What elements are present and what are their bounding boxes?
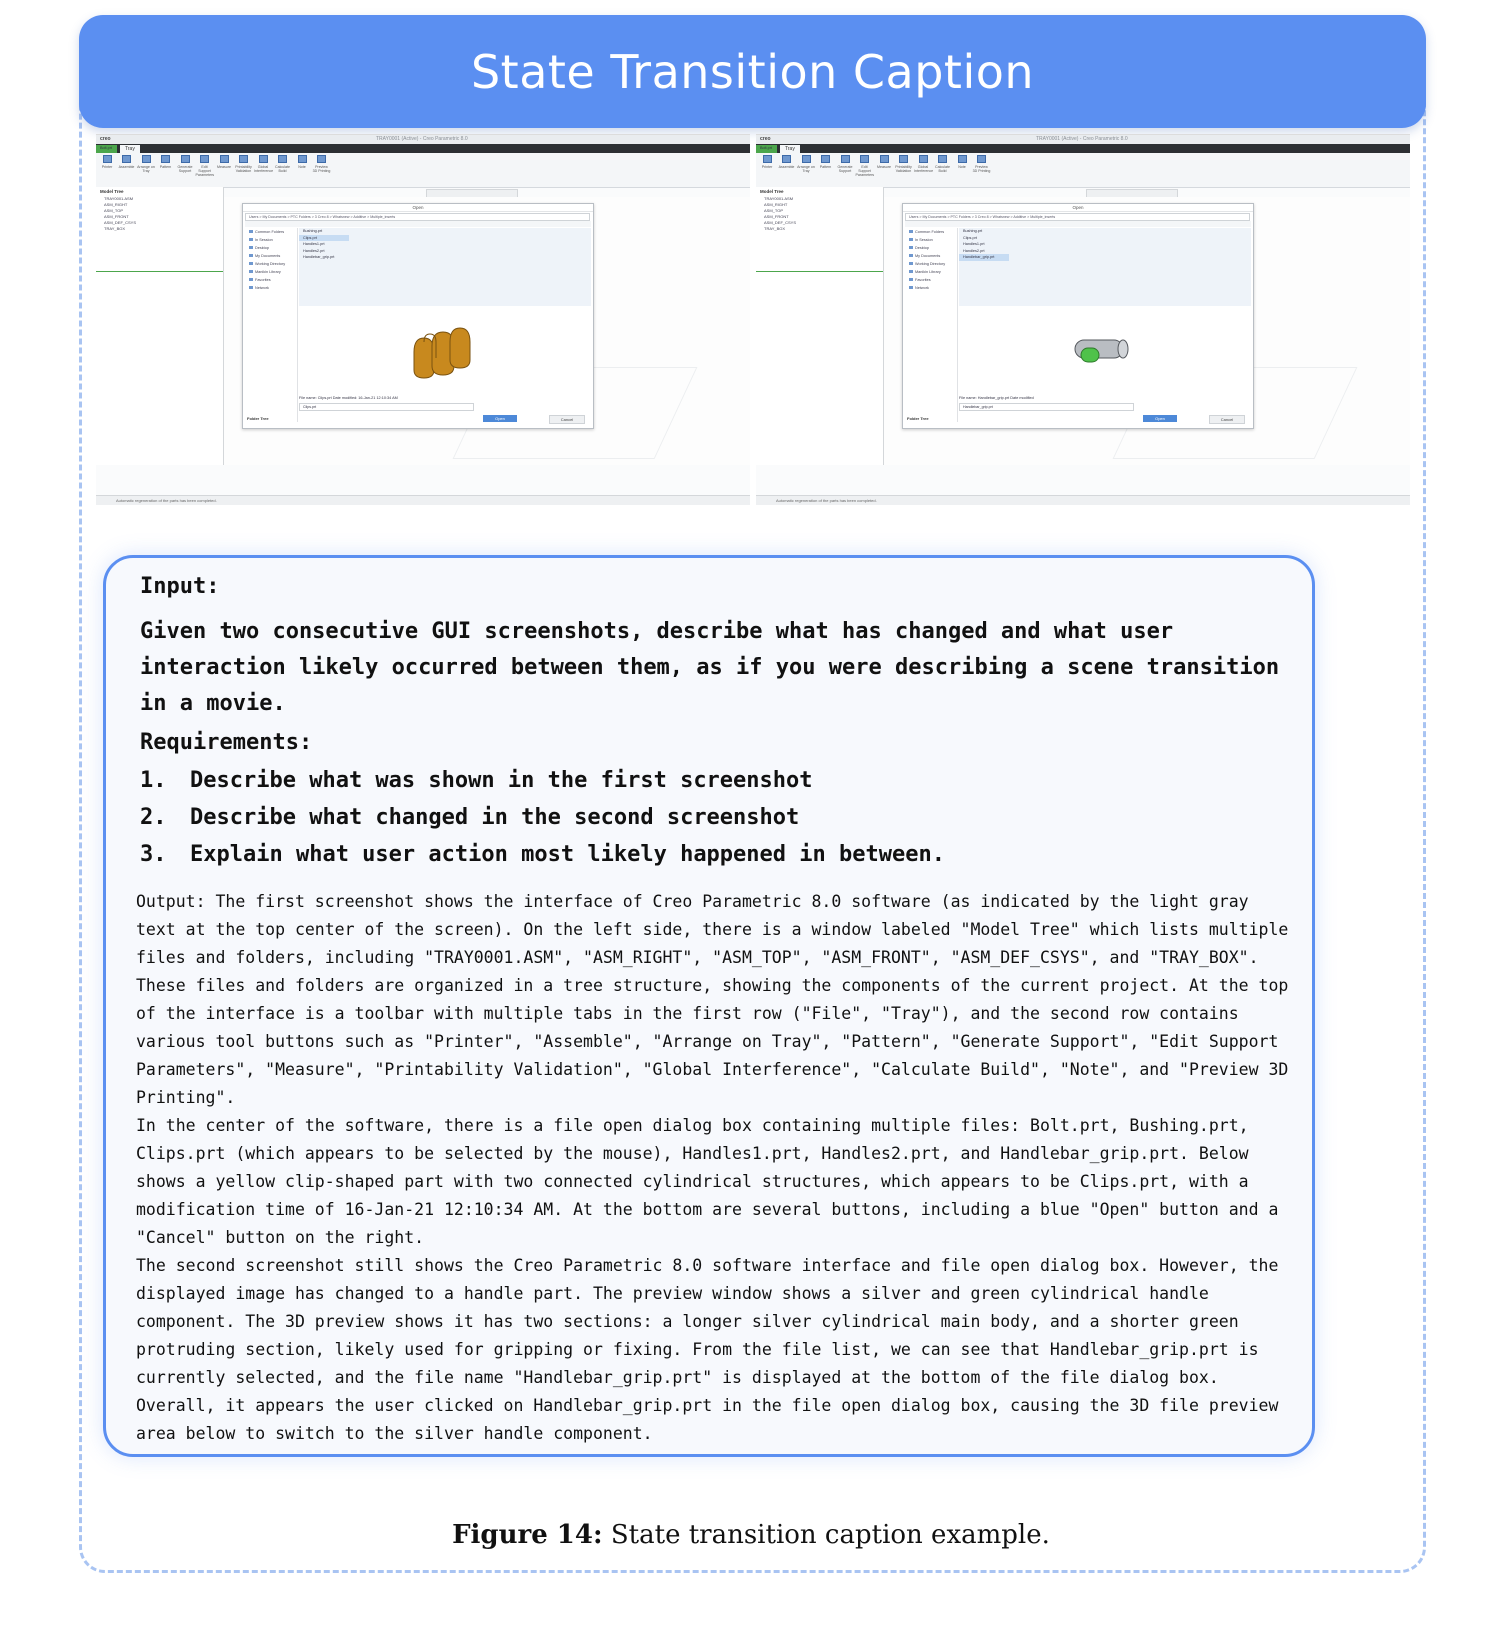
open-button[interactable]: Open: [483, 415, 517, 422]
folder-icon: [909, 262, 913, 265]
clip-part-body-1: [414, 338, 434, 378]
tool-icon: [259, 155, 268, 163]
folder-label: Manikin Library: [915, 270, 941, 274]
dialog-path[interactable]: Users > My Documents > PTC Folders > 3 Creo 8 > Whatsnew > Additive > Multiple_inserts: [905, 213, 1250, 221]
model-tree-item[interactable]: ASM_RIGHT: [104, 202, 128, 207]
status-bar: Automatic regeneration of the parts has been completed.: [96, 495, 750, 505]
ribbon-button-label: Printer: [101, 165, 113, 169]
tool-icon: [938, 155, 947, 163]
ribbon-button-label: Global Interference: [914, 165, 934, 173]
banner-title: State Transition Caption: [470, 44, 1035, 99]
tree-divider: [756, 271, 883, 272]
ribbon-button[interactable]: [313, 155, 331, 173]
dialog-toolbar: [245, 221, 591, 227]
file-preview: [959, 308, 1251, 394]
requirement-item: 1. Describe what was shown in the first screenshot: [140, 768, 813, 793]
output-paragraph: The second screenshot still shows the Creo Parametric 8.0 software interface and file open dialog box. However, the displayed image has changed to a handle part. The preview window shows a silver and green cylindrical handle component. The 3D preview shows it has two sections: a longer silver cylindrical main body, and a shorter green protruding section, likely used for gripping or fixing. From the file list, we can see that Handlebar_grip.prt is currently selected, and the file name "Handlebar_grip.prt" is displayed at the bottom of the file dialog box. Overall, it appears the user clicked on Handlebar_grip.prt in the file open dialog box, causing the 3D file preview area below to switch to the silver handle component.: [136, 1256, 1279, 1443]
folder-icon: [909, 230, 913, 233]
requirements-list: [140, 762, 1290, 873]
tool-icon: [239, 155, 248, 163]
ribbon-toolbar: [756, 153, 1410, 188]
tool-icon: [103, 155, 112, 163]
caption-panel: [103, 555, 1315, 1457]
tool-icon: [161, 155, 170, 163]
creo-screenshot-left: [96, 134, 750, 505]
cancel-button[interactable]: Cancel: [549, 415, 585, 424]
ribbon-button-label: Note: [958, 165, 966, 169]
model-tree-title: Model Tree: [100, 189, 124, 194]
file-item[interactable]: Handlebar_grip.prt: [959, 254, 1009, 261]
ribbon-button-label: Pattern: [819, 165, 832, 169]
folder-label: In Session: [255, 238, 273, 242]
file-item[interactable]: Handles2.prt: [303, 248, 325, 253]
clip-part: [414, 328, 470, 378]
ribbon-button-label: Assemble: [778, 165, 795, 169]
folder-item[interactable]: [905, 260, 957, 268]
ribbon-button-label: Calculate Build: [935, 165, 950, 173]
requirement-item: 2. Describe what changed in the second screenshot: [140, 805, 800, 830]
ribbon-button[interactable]: [176, 155, 194, 173]
folder-icon: [249, 230, 253, 233]
file-item[interactable]: Handles1.prt: [303, 242, 325, 246]
open-button[interactable]: Open: [1143, 415, 1177, 422]
tab-file[interactable]: Bolt.prt: [96, 145, 117, 153]
clip-part-body-3: [450, 328, 470, 368]
app-titlebar: [756, 135, 1410, 144]
output-paragraph: In the center of the software, there is a file open dialog box containing multiple files: Bolt.prt, Bushing.prt, Clips.prt (which appears to be selected by the mouse), Handles1.prt, Handles2.prt, and Handlebar_grip.prt. Below shows a yellow clip-shaped part with two connected cylindrical structures, which appears to be Clips.prt, with a modification time of 16-Jan-21 12:10:34 AM. At the bottom are several buttons, including a blue "Open" button and a "Cancel" button on the right.: [136, 1116, 1279, 1247]
folder-icon: [909, 254, 913, 257]
file-item[interactable]: Clips.prt: [299, 235, 349, 242]
file-item[interactable]: Bushing.prt: [303, 229, 323, 233]
ribbon-button[interactable]: [235, 155, 253, 173]
folder-icon: [909, 286, 913, 289]
open-dialog: [902, 203, 1254, 429]
folder-item[interactable]: [245, 228, 297, 236]
model-tree-item[interactable]: ASM_TOP: [104, 208, 124, 213]
ribbon-button[interactable]: [778, 155, 796, 169]
folder-item[interactable]: [905, 252, 957, 260]
ribbon-button-label: Printer: [761, 165, 773, 169]
folder-label: Desktop: [915, 246, 929, 250]
ribbon-tabs: [756, 144, 1410, 153]
ribbon-button[interactable]: [758, 155, 776, 169]
folder-icon: [249, 238, 253, 241]
window-title: TRAY0001 (Active) - Creo Parametric 8.0: [376, 136, 468, 142]
ribbon-button[interactable]: [934, 155, 952, 173]
status-bar: Automatic regeneration of the parts has been completed.: [756, 495, 1410, 505]
file-name-input[interactable]: Handlebar_grip.prt: [959, 403, 1134, 411]
tool-icon: [958, 155, 967, 163]
ribbon-button-label: Arrange on Tray: [137, 165, 155, 173]
model-tree-item[interactable]: TRAY0001.ASM: [104, 196, 134, 201]
folder-icon: [909, 278, 913, 281]
ribbon-button-label: Measure: [217, 165, 231, 169]
requirement-item: 3. Explain what user action most likely happened in between.: [140, 842, 945, 867]
tab-tray[interactable]: Tray: [120, 145, 140, 153]
folder-item[interactable]: [245, 268, 297, 276]
folder-item[interactable]: [245, 236, 297, 244]
title-banner: [79, 15, 1426, 128]
folder-label: Network: [915, 286, 929, 290]
folder-label: In Session: [915, 238, 933, 242]
part-preview: [959, 308, 1251, 394]
ribbon-button-label: Generate Support: [837, 165, 853, 173]
tool-icon: [919, 155, 928, 163]
ribbon-button-label: Measure: [877, 165, 891, 169]
folder-item[interactable]: [905, 236, 957, 244]
folder-icon: [249, 262, 253, 265]
folder-label: Common Folders: [915, 230, 945, 234]
tool-icon: [782, 155, 791, 163]
tool-icon: [317, 155, 326, 163]
requirements-label: Requirements:: [140, 730, 313, 755]
folder-tree-toggle[interactable]: Folder Tree: [907, 416, 929, 421]
figure-label: Figure 14:: [452, 1520, 603, 1550]
creo-logo: creo: [100, 136, 111, 142]
model-tree-item[interactable]: TRAY_BOX: [104, 226, 126, 231]
ribbon-button[interactable]: [875, 155, 893, 169]
tool-icon: [200, 155, 209, 163]
open-dialog: [242, 203, 594, 429]
folder-label: Working Directory: [255, 262, 286, 266]
tool-icon: [899, 155, 908, 163]
folder-icon: [909, 246, 913, 249]
ribbon-button-label: Arrange on Tray: [797, 165, 815, 173]
folder-item[interactable]: [905, 284, 957, 292]
tool-icon: [142, 155, 151, 163]
dialog-path[interactable]: Users > My Documents > PTC Folders > 3 Creo 8 > Whatsnew > Additive > Multiple_inserts: [245, 213, 590, 221]
model-tree-item[interactable]: ASM_DEF_CSYS: [764, 220, 797, 225]
folder-label: Desktop: [255, 246, 269, 250]
folder-item[interactable]: [905, 244, 957, 252]
model-tree: [96, 187, 224, 465]
tool-icon: [298, 155, 307, 163]
file-info: File name: Clips.prt Date modified: 16-Jan-21 12:10:34 AM: [299, 396, 398, 400]
creo-screenshot-right: [756, 134, 1410, 505]
common-folders: [245, 228, 298, 422]
ribbon-button[interactable]: [895, 155, 913, 173]
tool-icon: [278, 155, 287, 163]
screenshot-pair: [96, 134, 1410, 504]
window-title: TRAY0001 (Active) - Creo Parametric 8.0: [1036, 136, 1128, 142]
model-tree-item[interactable]: ASM_RIGHT: [764, 202, 788, 207]
ribbon-button[interactable]: [797, 155, 815, 173]
tool-icon: [977, 155, 986, 163]
model-tree-item[interactable]: TRAY0001.ASM: [764, 196, 794, 201]
file-preview: [299, 308, 591, 394]
model-tree-item[interactable]: ASM_FRONT: [764, 214, 789, 219]
folder-label: Manikin Library: [255, 270, 281, 274]
prompt-block: [140, 576, 1290, 873]
handle-end-cap: [1118, 340, 1128, 358]
ribbon-button-label: Assemble: [118, 165, 135, 169]
folder-icon: [909, 238, 913, 241]
ribbon-button-label: Edit Support Parameters: [855, 165, 875, 177]
folder-icon: [249, 254, 253, 257]
creo-logo: creo: [760, 136, 771, 142]
dialog-title: Open: [903, 204, 1253, 212]
tree-divider: [96, 271, 223, 272]
folder-tree-toggle[interactable]: Folder Tree: [247, 416, 269, 421]
part-preview: [299, 308, 591, 394]
input-label: Input:: [140, 574, 220, 599]
file-list: [299, 228, 591, 306]
tool-icon: [821, 155, 830, 163]
model-tree-item[interactable]: ASM_FRONT: [104, 214, 129, 219]
file-item[interactable]: Clips.prt: [963, 235, 977, 240]
figure-caption: [0, 1520, 1502, 1550]
ribbon-button-label: Preview 3D Printing: [972, 165, 991, 173]
folder-icon: [249, 278, 253, 281]
file-list: [959, 228, 1251, 306]
folder-label: My Documents: [915, 254, 941, 258]
handle-part: [1075, 340, 1128, 362]
ribbon-button[interactable]: [254, 155, 272, 173]
file-name-input[interactable]: Clips.prt: [299, 403, 474, 411]
tool-icon: [181, 155, 190, 163]
ribbon-button[interactable]: [836, 155, 854, 173]
ribbon-button[interactable]: [196, 155, 214, 177]
tool-icon: [802, 155, 811, 163]
common-folders: [905, 228, 958, 422]
folder-icon: [909, 270, 913, 273]
ribbon-button[interactable]: [973, 155, 991, 173]
tool-icon: [860, 155, 869, 163]
folder-item[interactable]: [245, 260, 297, 268]
folder-label: Favorites: [255, 278, 271, 282]
folder-item[interactable]: [905, 268, 957, 276]
ribbon-button-label: Preview 3D Printing: [312, 165, 331, 173]
output-text: [136, 888, 1296, 1448]
tab-file[interactable]: Bolt.prt: [756, 145, 777, 153]
input-text: Given two consecutive GUI screenshots, describe what has changed and what user interaction likely occurred between them, as if you were describing a scene transition in a movie.: [140, 619, 1280, 716]
tab-tray[interactable]: Tray: [780, 145, 800, 153]
dialog-title: Open: [243, 204, 593, 212]
folder-label: My Documents: [255, 254, 281, 258]
ribbon-button[interactable]: [856, 155, 874, 177]
folder-item[interactable]: [245, 276, 297, 284]
folder-label: Working Directory: [915, 262, 946, 266]
folder-label: Common Folders: [255, 230, 285, 234]
tool-icon: [220, 155, 229, 163]
folder-item[interactable]: [245, 252, 297, 260]
ribbon-button[interactable]: [215, 155, 233, 169]
ribbon-button[interactable]: [118, 155, 136, 169]
ribbon-button[interactable]: [157, 155, 175, 169]
ribbon-tabs: [96, 144, 750, 153]
ribbon-button-label: Edit Support Parameters: [195, 165, 215, 177]
ribbon-button[interactable]: [953, 155, 971, 169]
ribbon-button-label: Pattern: [159, 165, 172, 169]
ribbon-button[interactable]: [914, 155, 932, 173]
tool-icon: [841, 155, 850, 163]
folder-item[interactable]: [245, 244, 297, 252]
ribbon-button[interactable]: [274, 155, 292, 173]
tool-icon: [122, 155, 131, 163]
folder-label: Network: [255, 286, 269, 290]
ribbon-button-label: Note: [298, 165, 306, 169]
model-tree: [756, 187, 884, 465]
folder-label: Favorites: [915, 278, 931, 282]
file-item[interactable]: Handles1.prt: [963, 242, 985, 246]
ribbon-button-label: Printability Validation: [895, 165, 912, 173]
dialog-toolbar: [905, 221, 1251, 227]
folder-item[interactable]: [245, 284, 297, 292]
ribbon-button[interactable]: [98, 155, 116, 169]
figure-caption-text: State transition caption example.: [610, 1520, 1050, 1550]
ribbon-button-label: Calculate Build: [275, 165, 290, 173]
ribbon-button[interactable]: [293, 155, 311, 169]
ribbon-button-label: Printability Validation: [235, 165, 252, 173]
ribbon-button[interactable]: [137, 155, 155, 173]
output-paragraph: Output: The first screenshot shows the interface of Creo Parametric 8.0 software (as indicated by the light gray text at the top center of the screen). On the left side, there is a window labeled "Model Tree" which lists multiple files and folders, including "TRAY0001.ASM", "ASM_RIGHT", "ASM_TOP", "ASM_FRONT", "ASM_DEF_CSYS", and "TRAY_BOX". These files and folders are organized in a tree structure, showing the components of the current project. At the top of the interface is a toolbar with multiple tabs in the first row ("File", "Tray"), and the second row contains various tool buttons such as "Printer", "Assemble", "Arrange on Tray", "Pattern", "Generate Support", "Edit Support Parameters", "Measure", "Printability Validation", "Global Interference", "Calculate Build", "Note", and "Preview 3D Printing".: [136, 892, 1289, 1107]
file-item[interactable]: Handles2.prt: [963, 248, 985, 253]
ribbon-button-label: Generate Support: [177, 165, 193, 173]
tool-icon: [880, 155, 889, 163]
model-tree-item[interactable]: TRAY_BOX: [764, 226, 786, 231]
handle-grip-green: [1081, 348, 1099, 362]
folder-icon: [249, 246, 253, 249]
folder-icon: [249, 270, 253, 273]
folder-icon: [249, 286, 253, 289]
file-item[interactable]: Bushing.prt: [963, 229, 983, 233]
model-tree-item[interactable]: ASM_DEF_CSYS: [104, 220, 137, 225]
app-titlebar: [96, 135, 750, 144]
file-info: File name: Handlebar_grip.prt Date modified: [959, 396, 1034, 400]
folder-item[interactable]: [905, 228, 957, 236]
ribbon-button-label: Global Interference: [254, 165, 274, 173]
tool-icon: [763, 155, 772, 163]
model-tree-title: Model Tree: [760, 189, 784, 194]
file-item[interactable]: Handlebar_grip.prt: [303, 255, 335, 259]
cancel-button[interactable]: Cancel: [1209, 415, 1245, 424]
ribbon-toolbar: [96, 153, 750, 188]
ribbon-button[interactable]: [817, 155, 835, 169]
folder-item[interactable]: [905, 276, 957, 284]
model-tree-item[interactable]: ASM_TOP: [764, 208, 784, 213]
